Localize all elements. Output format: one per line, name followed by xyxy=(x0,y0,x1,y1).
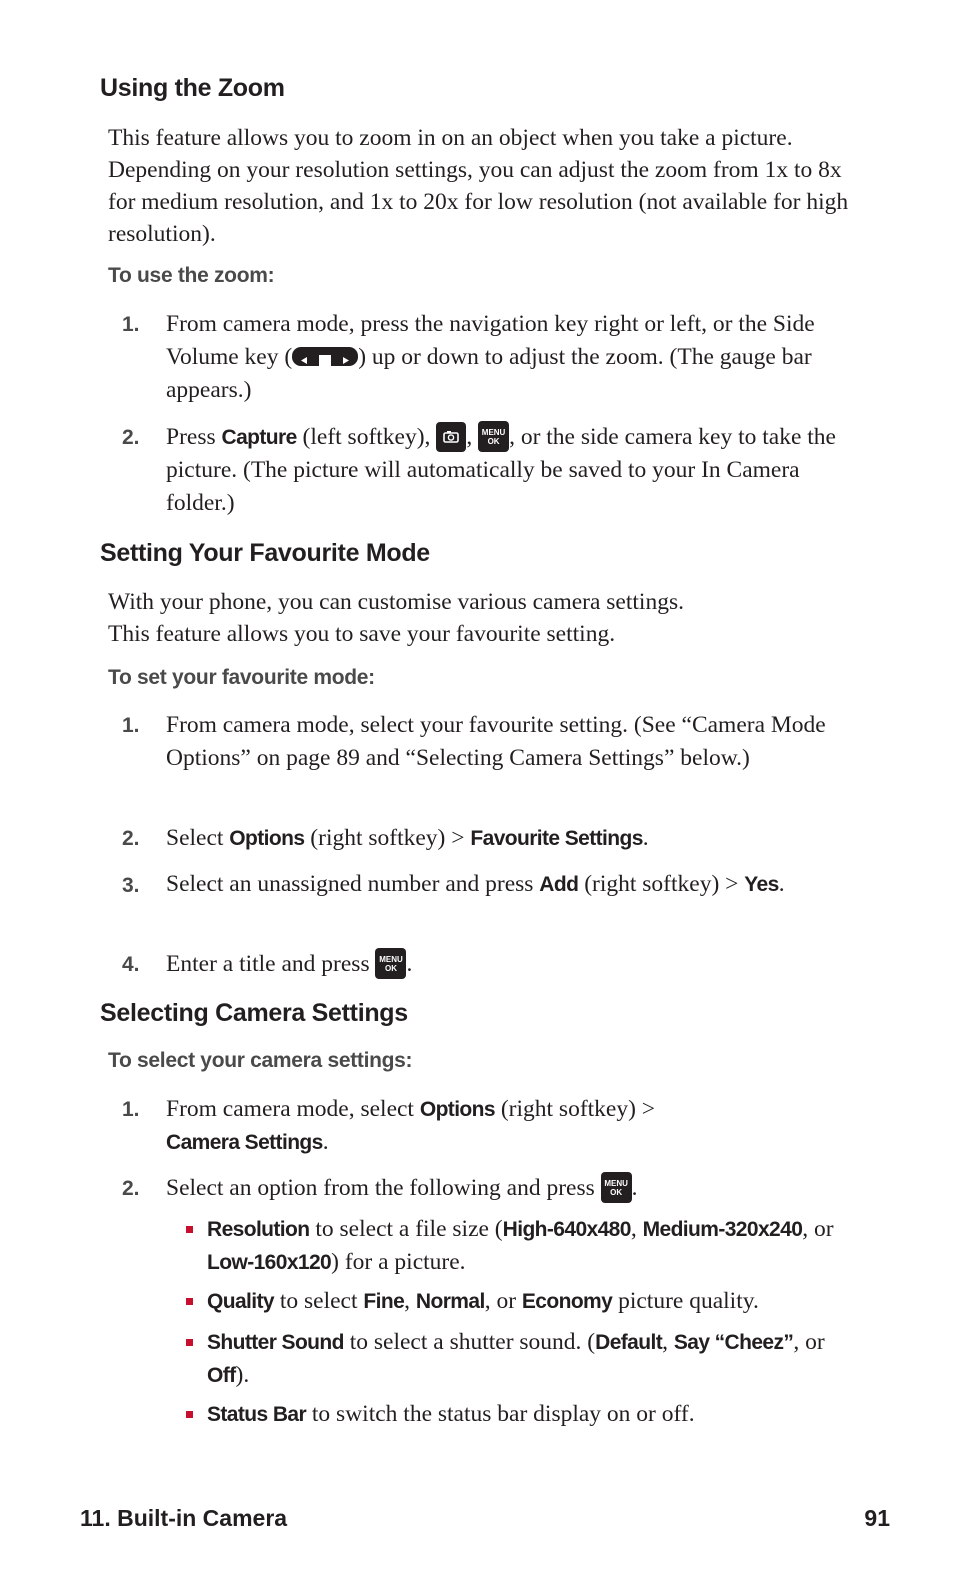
section-heading-favourite: Setting Your Favourite Mode xyxy=(100,539,430,567)
bullet-icon xyxy=(186,1298,193,1305)
step-text-part: (right softkey) > xyxy=(494,1096,656,1122)
option-text-part: , or xyxy=(802,1216,834,1242)
capture-label: Capture xyxy=(221,426,297,449)
fine-label: Fine xyxy=(363,1290,405,1313)
off-label: Off xyxy=(207,1364,236,1387)
step-text-part: ) up or down to adjust the zoom. (The gauge bar appears.) xyxy=(166,344,812,403)
footer-chapter: 11. Built-in Camera xyxy=(80,1505,288,1531)
step-text-part: (right softkey) > xyxy=(304,825,471,851)
step-text-part: . xyxy=(642,825,649,851)
option-text-part: to switch the status bar display on or off. xyxy=(306,1401,695,1427)
section-heading-camera-settings: Selecting Camera Settings xyxy=(100,999,408,1027)
option-text-part: , or xyxy=(793,1329,825,1355)
step-text-part: Enter a title and press xyxy=(166,951,376,977)
say-cheez-label: Say “Cheez” xyxy=(673,1331,794,1354)
zoom-intro: This feature allows you to zoom in on an object when you take a picture. Depending on your resolution settings, you can adjust the zoom from 1x to 8x for medium resolution, and 1x to 20x for low resolution (not available for high resolution). xyxy=(108,125,849,247)
options-label: Options xyxy=(229,827,305,850)
step-number: 2. xyxy=(122,827,140,850)
step-text-part: , xyxy=(466,424,479,450)
step-text-part: Select xyxy=(166,825,230,851)
options-label: Options xyxy=(419,1098,495,1121)
step-text-part: (left softkey), xyxy=(296,424,437,450)
step-text-part: . xyxy=(406,951,413,977)
footer-page-number: 91 xyxy=(864,1505,890,1531)
option-text xyxy=(207,1213,862,1279)
step-text xyxy=(166,948,866,981)
step-text-part: From camera mode, press the navigation key right or left, or the Side Volume key ( xyxy=(166,311,815,370)
step-text-part: From camera mode, select xyxy=(166,1096,420,1122)
option-text-part: , xyxy=(630,1216,643,1242)
step-text-part: Select an option from the following and press xyxy=(166,1175,601,1201)
step-text xyxy=(166,421,866,520)
favourite-intro-line1: With your phone, you can customise various camera settings. xyxy=(108,589,684,615)
option-text xyxy=(207,1398,862,1431)
step-text-part: (right softkey) > xyxy=(578,871,745,897)
step-text xyxy=(166,822,866,855)
high-resolution-label: High-640x480 xyxy=(502,1218,631,1241)
side-volume-key-icon xyxy=(292,347,358,366)
step-text-part: Press xyxy=(166,424,222,450)
step-text xyxy=(166,1093,866,1159)
medium-resolution-label: Medium-320x240 xyxy=(642,1218,803,1241)
option-text-part: ) for a picture. xyxy=(331,1249,466,1275)
step-number: 2. xyxy=(122,426,140,449)
camera-settings-label: Camera Settings xyxy=(166,1131,323,1154)
menu-ok-key-icon: MENU OK xyxy=(601,1172,632,1203)
low-resolution-label: Low-160x120 xyxy=(207,1251,332,1274)
add-label: Add xyxy=(539,873,579,896)
resolution-label: Resolution xyxy=(207,1218,310,1241)
option-text-part: to select a file size ( xyxy=(309,1216,503,1242)
shutter-sound-label: Shutter Sound xyxy=(207,1331,344,1354)
status-bar-label: Status Bar xyxy=(207,1403,307,1426)
option-text-part: , or xyxy=(484,1288,522,1314)
step-number: 1. xyxy=(122,1098,140,1121)
step-text xyxy=(166,869,866,900)
favourite-settings-label: Favourite Settings xyxy=(470,827,643,850)
option-text-part: , xyxy=(404,1288,416,1314)
step-text: From camera mode, select your favourite setting. (See “Camera Mode Options” on page 89 and “Selecting Camera Settings” below.) xyxy=(166,712,826,771)
normal-label: Normal xyxy=(415,1290,485,1313)
menu-ok-key-icon: MENU OK xyxy=(375,948,406,979)
economy-label: Economy xyxy=(521,1290,613,1313)
option-text-part: picture quality. xyxy=(612,1288,759,1314)
default-label: Default xyxy=(595,1331,663,1354)
step-number: 4. xyxy=(122,953,140,976)
step-text xyxy=(166,308,866,407)
step-text-part: , or the side camera key to take the picture. (The picture will automatically be saved to your In Camera folder.) xyxy=(166,424,836,517)
option-text xyxy=(207,1285,862,1318)
quality-label: Quality xyxy=(207,1290,274,1313)
option-text-part: , xyxy=(662,1329,674,1355)
option-text xyxy=(207,1326,862,1392)
step-text-part: Select an unassigned number and press xyxy=(166,871,540,897)
favourite-subheading: To set your favourite mode: xyxy=(108,666,375,689)
camera-key-icon xyxy=(436,422,466,452)
step-text-part: . xyxy=(778,871,785,897)
step-number: 1. xyxy=(122,313,140,336)
bullet-icon xyxy=(186,1411,193,1418)
step-number: 3. xyxy=(122,874,140,897)
step-number: 1. xyxy=(122,714,140,737)
step-text-part: . xyxy=(631,1175,638,1201)
menu-ok-key-icon: MENU OK xyxy=(478,421,509,452)
section-heading-zoom: Using the Zoom xyxy=(100,74,285,102)
yes-label: Yes xyxy=(744,873,779,896)
option-text-part: ). xyxy=(235,1362,250,1388)
bullet-icon xyxy=(186,1339,193,1346)
bullet-icon xyxy=(186,1226,193,1233)
option-text-part: to select xyxy=(273,1288,364,1314)
camera-settings-subheading: To select your camera settings: xyxy=(108,1049,413,1072)
step-text-part: . xyxy=(322,1129,329,1155)
step-text xyxy=(166,1172,866,1205)
step-number: 2. xyxy=(122,1177,140,1200)
option-text-part: to select a shutter sound. ( xyxy=(343,1329,596,1355)
favourite-intro-line2: This feature allows you to save your favourite setting. xyxy=(108,621,616,647)
zoom-subheading: To use the zoom: xyxy=(108,264,275,287)
